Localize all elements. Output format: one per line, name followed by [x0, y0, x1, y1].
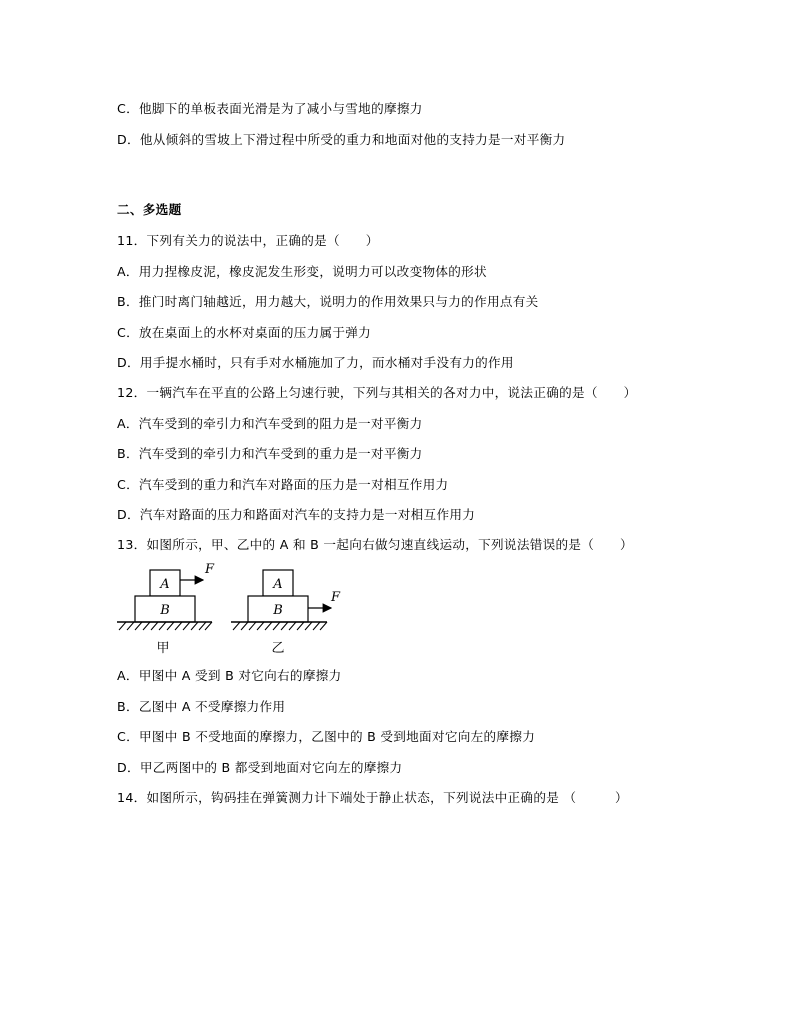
section-heading: 二、多选题 [117, 202, 182, 217]
question-14: 14．如图所示，钩码挂在弹簧测力计下端处于静止状态，下列说法中正确的是 （ ） [117, 790, 628, 805]
option-c-q11: C．放在桌面上的水杯对桌面的压力属于弹力 [117, 325, 372, 340]
option-b-q12: B．汽车受到的牵引力和汽车受到的重力是一对平衡力 [117, 446, 423, 461]
caption-right: 乙 [271, 641, 285, 656]
option-a-q12: A．汽车受到的牵引力和汽车受到的阻力是一对平衡力 [117, 416, 423, 431]
question-11: 11．下列有关力的说法中，正确的是（ ） [117, 233, 379, 248]
ground-hatch-right [233, 622, 327, 630]
label-a-left: A [160, 577, 170, 592]
option-c-q13: C．甲图中 B 不受地面的摩擦力，乙图中的 B 受到地面对它向左的摩擦力 [117, 729, 536, 744]
caption-left: 甲 [156, 641, 170, 656]
label-f-left: F [205, 562, 215, 577]
option-d-q11: D．用手提水桶时，只有手对水桶施加了力，而水桶对手没有力的作用 [117, 355, 514, 370]
question-12: 12．一辆汽车在平直的公路上匀速行驶，下列与其相关的各对力中，说法正确的是（ ） [117, 385, 637, 400]
ground-hatch-left [119, 622, 212, 630]
label-f-right: F [331, 590, 341, 605]
option-c-q12: C．汽车受到的重力和汽车对路面的压力是一对相互作用力 [117, 477, 449, 492]
option-b-q13: B．乙图中 A 不受摩擦力作用 [117, 699, 286, 714]
option-a-q13: A．甲图中 A 受到 B 对它向右的摩擦力 [117, 668, 342, 683]
option-d-q12: D．汽车对路面的压力和路面对汽车的支持力是一对相互作用力 [117, 507, 476, 522]
option-d-q13: D．甲乙两图中的 B 都受到地面对它向左的摩擦力 [117, 760, 403, 775]
question-13: 13．如图所示，甲、乙中的 A 和 B 一起向右做匀速直线运动，下列说法错误的是（ ） [117, 537, 633, 552]
option-d-q10: D．他从倾斜的雪坡上下滑过程中所受的重力和地面对他的支持力是一对平衡力 [117, 132, 566, 147]
label-b-left: B [160, 603, 170, 618]
label-a-right: A [273, 577, 283, 592]
figure-svg [115, 560, 375, 660]
label-b-right: B [273, 603, 283, 618]
figure-blocks [115, 560, 375, 660]
diagram-left [117, 562, 215, 656]
diagram-right [231, 570, 341, 656]
option-a-q11: A．用力捏橡皮泥，橡皮泥发生形变，说明力可以改变物体的形状 [117, 264, 487, 279]
option-c-q10: C．他脚下的单板表面光滑是为了减小与雪地的摩擦力 [117, 101, 423, 116]
option-b-q11: B．推门时离门轴越近，用力越大，说明力的作用效果只与力的作用点有关 [117, 294, 539, 309]
